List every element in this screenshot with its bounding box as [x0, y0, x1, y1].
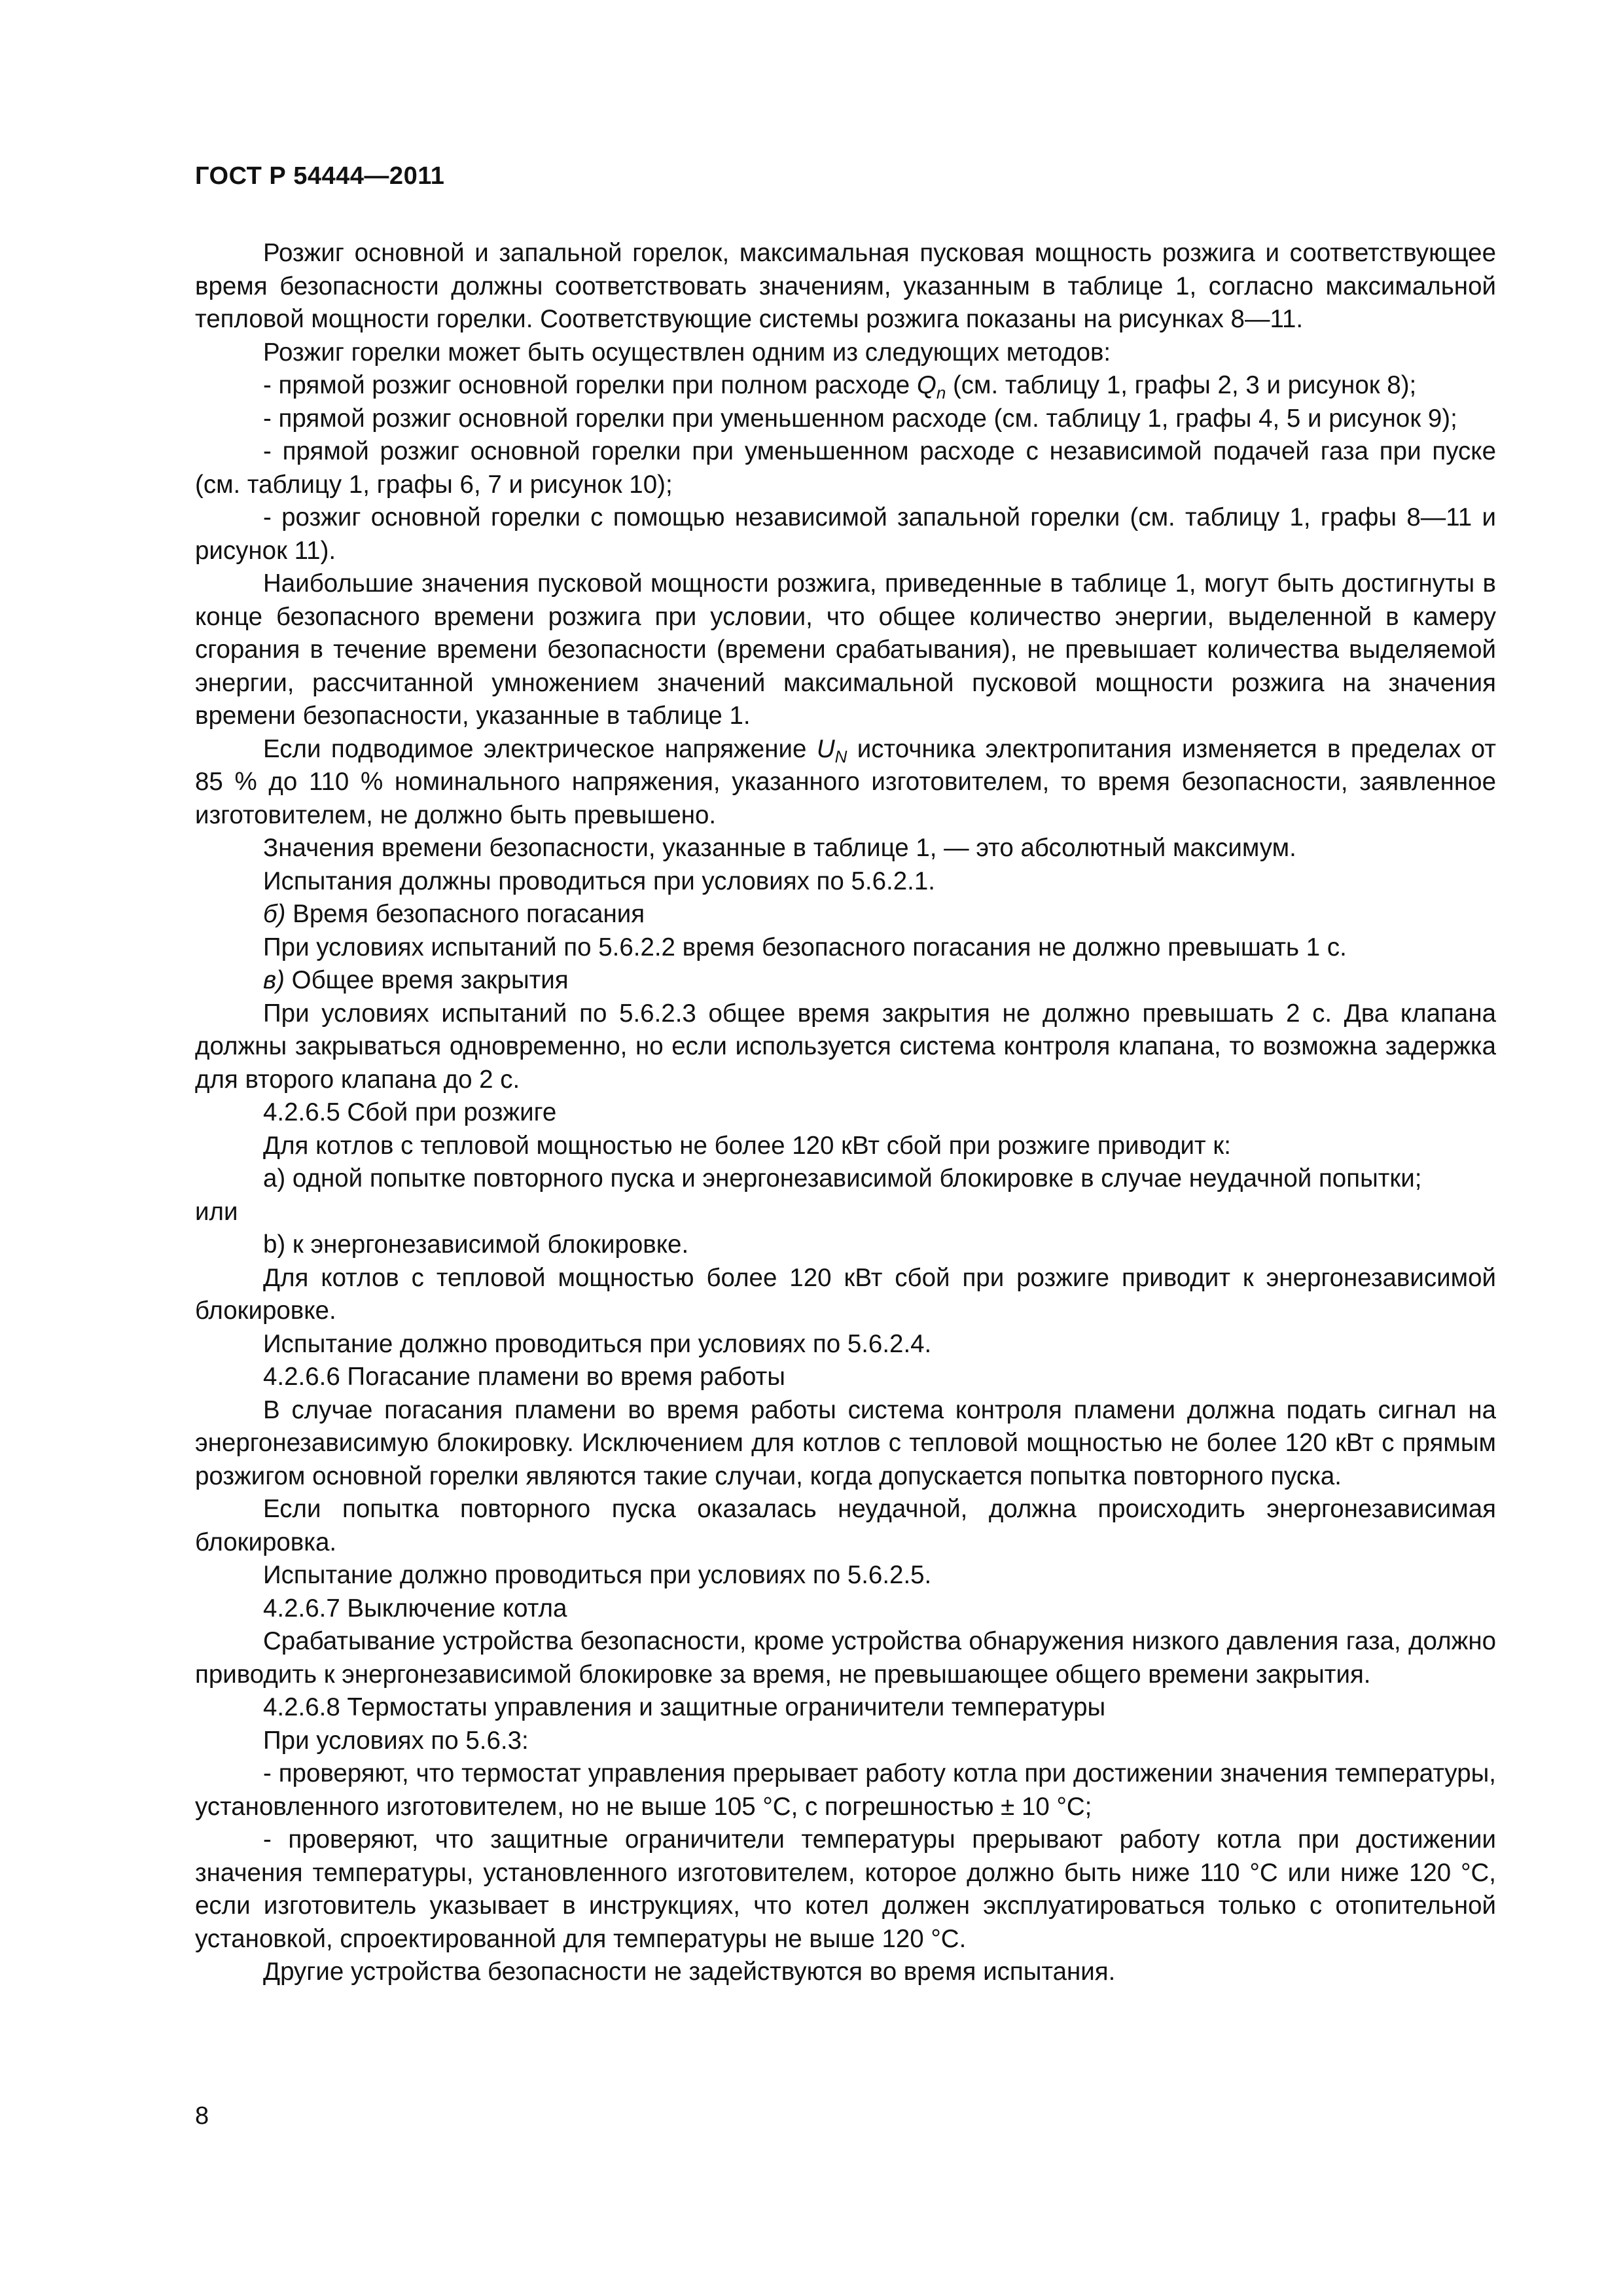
list-label: в): [263, 966, 285, 994]
page-number: 8: [195, 2102, 209, 2130]
list-label: б): [263, 900, 286, 928]
paragraph: - проверяют, что термостат управления прерывает работу котла при достижении значения температуры, установленного изготовителем, но не выше 105 °С, с погрешностью ± 10 °С;: [195, 1759, 1496, 1821]
paragraph: 4.2.6.7 Выключение котла: [263, 1594, 567, 1623]
list-heading-text: Общее время закрытия: [284, 966, 569, 994]
text-segment: Если подводимое электрическое напряжение: [263, 734, 817, 763]
paragraph: При условиях испытаний по 5.6.2.2 время безопасного погасания не должно превышать 1 с.: [263, 933, 1347, 961]
math-subscript: n: [936, 383, 946, 403]
paragraph: Наибольшие значения пусковой мощности розжига, приведенные в таблице 1, могут быть достигнуты в конце безопасного времени розжига при условии, что общее количество энергии, выделенной в камеру сгорания в течение времени безопасности (времени срабатывания), не превышает количества выделяемой энергии, рассчитанной умножением значений максимальной пусковой мощности розжига на значения времени безопасности, указанные в таблице 1.: [195, 569, 1496, 730]
paragraph: 4.2.6.5 Сбой при розжиге: [263, 1098, 557, 1126]
math-variable: U: [816, 734, 835, 763]
paragraph: Если попытка повторного пуска оказалась неудачной, должна происходить энергонезависимая блокировка.: [195, 1495, 1496, 1556]
paragraph: Испытание должно проводиться при условиях по 5.6.2.4.: [263, 1329, 932, 1358]
paragraph: - прямой розжиг основной горелки при уменьшенном расходе (см. таблицу 1, графы 4, 5 и рисунок 9);: [263, 404, 1457, 433]
document-header: ГОСТ Р 54444—2011: [195, 162, 445, 190]
paragraph: Испытания должны проводиться при условиях по 5.6.2.1.: [263, 867, 935, 895]
paragraph: Испытание должно проводиться при условиях по 5.6.2.5.: [263, 1561, 932, 1589]
paragraph: Розжиг основной и запальной горелок, максимальная пусковая мощность розжига и соответствующее время безопасности должны соответствовать значениям, указанным в таблице 1, согласно максимальной тепловой мощности горелки. Соответствующие системы розжига показаны на рисунках 8—11.: [195, 239, 1496, 333]
paragraph: 4.2.6.6 Погасание пламени во время работы: [263, 1363, 785, 1391]
paragraph: [195, 369, 1496, 403]
paragraph: - проверяют, что защитные ограничители температуры прерывают работу котла при достижении значения температуры, установленного изготовителем, которое должно быть ниже 110 °С или ниже 120 °С, если изготовитель указывает в инструкциях, что котел должен эксплуатироваться только с отопительной установкой, спроектированной для температуры не выше 120 °С.: [195, 1825, 1496, 1953]
paragraph: - прямой розжиг основной горелки при уменьшенном расходе с независимой подачей газа при пуске (см. таблицу 1, графы 6, 7 и рисунок 10);: [195, 437, 1496, 499]
text-segment: - прямой розжиг основной горелки при полном расходе: [263, 371, 917, 399]
list-heading-text: Время безопасного погасания: [285, 900, 645, 928]
paragraph: [195, 898, 1496, 931]
text-segment: (см. таблицу 1, графы 2, 3 и рисунок 8);: [946, 371, 1417, 399]
document-body: [195, 237, 1496, 1989]
paragraph: При условиях по 5.6.3:: [263, 1726, 529, 1755]
paragraph: b) к энергонезависимой блокировке.: [263, 1230, 689, 1259]
paragraph: Для котлов с тепловой мощностью не более 120 кВт сбой при розжиге приводит к:: [263, 1131, 1231, 1160]
paragraph: При условиях испытаний по 5.6.2.3 общее время закрытия не должно превышать 2 с. Два клапана должны закрываться одновременно, но если используется система контроля клапана, то возможна задержка для второго клапана до 2 с.: [195, 999, 1496, 1094]
paragraph: Срабатывание устройства безопасности, кроме устройства обнаружения низкого давления газа, должно приводить к энергонезависимой блокировке за время, не превышающее общего времени закрытия.: [195, 1627, 1496, 1689]
paragraph: или: [195, 1197, 238, 1226]
paragraph: a) одной попытке повторного пуска и энергонезависимой блокировке в случае неудачной попытки;: [263, 1164, 1422, 1193]
paragraph: 4.2.6.8 Термостаты управления и защитные ограничители температуры: [263, 1693, 1106, 1721]
text-segment: источника электропитания изменяется в пределах от 85 % до 110 % номинального напряжения, указанного изготовителем, то время безопасности, заявленное изготовителем, не должно быть превышено.: [195, 734, 1497, 829]
paragraph: В случае погасания пламени во время работы система контроля пламени должна подать сигнал на энергонезависимую блокировку. Исключением для котлов с тепловой мощностью не более 120 кВт с прямым розжигом основной горелки являются такие случаи, когда допускается попытка повторного пуска.: [195, 1395, 1496, 1490]
paragraph: - розжиг основной горелки с помощью независимой запальной горелки (см. таблицу 1, графы 8—11 и рисунок 11).: [195, 503, 1496, 565]
paragraph: Другие устройства безопасности не задействуются во время испытания.: [263, 1958, 1116, 1986]
paragraph: Значения времени безопасности, указанные в таблице 1, — это абсолютный максимум.: [263, 834, 1296, 862]
paragraph: Для котлов с тепловой мощностью более 120 кВт сбой при розжиге приводит к энергонезависимой блокировке.: [195, 1263, 1496, 1325]
paragraph: [195, 964, 1496, 997]
math-subscript: N: [834, 746, 847, 766]
paragraph: Розжиг горелки может быть осуществлен одним из следующих методов:: [263, 338, 1111, 367]
math-variable: Q: [916, 371, 936, 399]
paragraph: [195, 733, 1496, 833]
